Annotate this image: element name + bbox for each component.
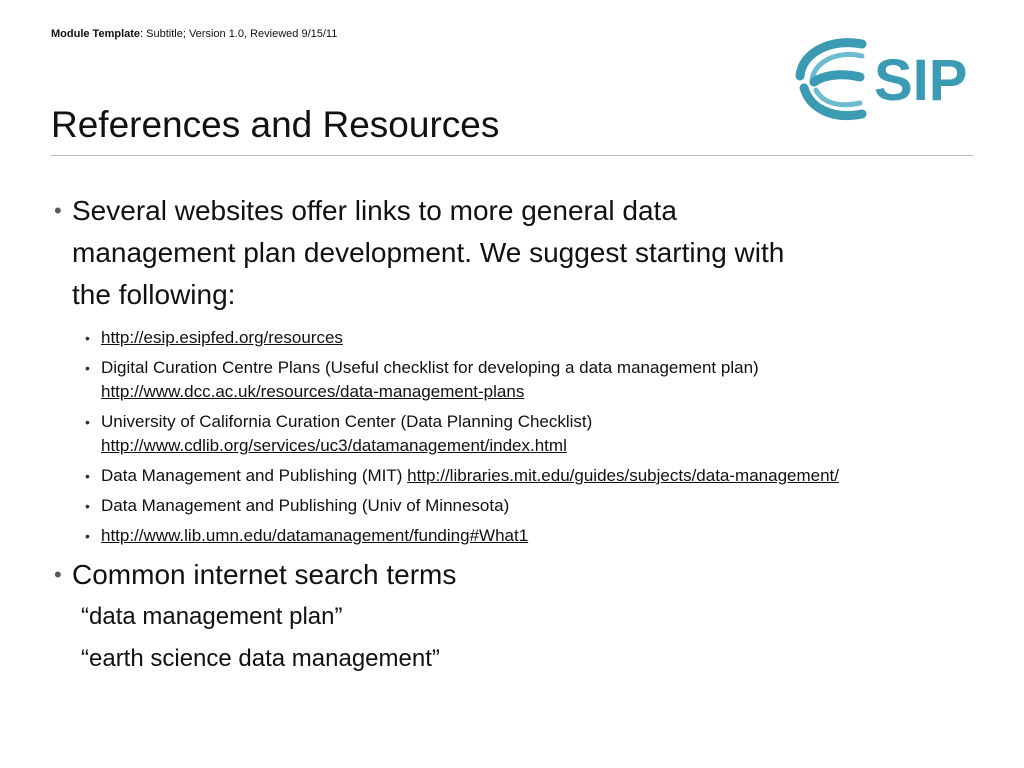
esip-logo: [792, 30, 982, 130]
sub-bullet-dot: •: [85, 360, 90, 376]
page-title: References and Resources: [51, 104, 500, 145]
resource-text: Data Management and Publishing (Univ of Minnesota): [101, 496, 510, 515]
logo-swirl-arc: [814, 75, 860, 82]
module-template-label: Module Template: [51, 28, 141, 40]
sub-bullet-dot: •: [85, 468, 90, 484]
resource-item-esip: [85, 326, 981, 350]
module-template-note: [51, 28, 337, 40]
esip-logo-graphic: [792, 30, 982, 130]
bullet-dot: •: [54, 198, 62, 223]
resource-link[interactable]: http://www.lib.umn.edu/datamanagement/funding#What1: [101, 526, 529, 545]
search-term: “earth science data management”: [81, 645, 440, 672]
slide-content: [51, 190, 981, 680]
resource-link[interactable]: http://www.dcc.ac.uk/resources/data-management-plans: [101, 382, 525, 401]
sub-bullet-dot: •: [85, 498, 90, 514]
sub-bullet-dot: •: [85, 528, 90, 544]
resource-link[interactable]: http://esip.esipfed.org/resources: [101, 328, 343, 347]
module-template-details: : Subtitle; Version 1.0, Reviewed 9/15/11: [140, 28, 338, 40]
resource-item-uc: [85, 410, 981, 458]
logo-swirl-arc: [816, 90, 860, 105]
bullet-websites: [51, 190, 981, 316]
resource-text: Digital Curation Centre Plans (Useful checklist for developing a data management plan): [101, 358, 759, 377]
logo-text: SIP: [874, 48, 968, 113]
bullet-websites-line1: Several websites offer links to more general data: [72, 195, 677, 226]
resource-text: Data Management and Publishing (MIT): [101, 466, 408, 485]
title-divider: [51, 155, 973, 156]
resource-item-umn: [85, 494, 981, 518]
bullet-websites-line2: management plan development. We suggest starting with: [72, 237, 785, 268]
bullet-search-terms: [51, 554, 981, 596]
resource-item-mit: [85, 464, 981, 488]
sub-bullet-dot: •: [85, 414, 90, 430]
bullet-websites-line3: the following:: [72, 279, 236, 310]
resource-text: University of California Curation Center (Data Planning Checklist): [101, 412, 593, 431]
resource-link[interactable]: http://www.cdlib.org/services/uc3/datamanagement/index.html: [101, 436, 567, 455]
search-term: “data management plan”: [81, 603, 343, 630]
sub-bullet-dot: •: [85, 330, 90, 346]
search-term-list: [81, 596, 981, 680]
bullet-dot: •: [54, 562, 62, 587]
resource-item-dcc: [85, 356, 981, 404]
bullet-search-terms-text: Common internet search terms: [72, 559, 457, 590]
resource-item-umn-link: [85, 524, 981, 548]
resource-link[interactable]: http://libraries.mit.edu/guides/subjects/data-management/: [407, 466, 839, 485]
resource-list: [85, 326, 981, 548]
